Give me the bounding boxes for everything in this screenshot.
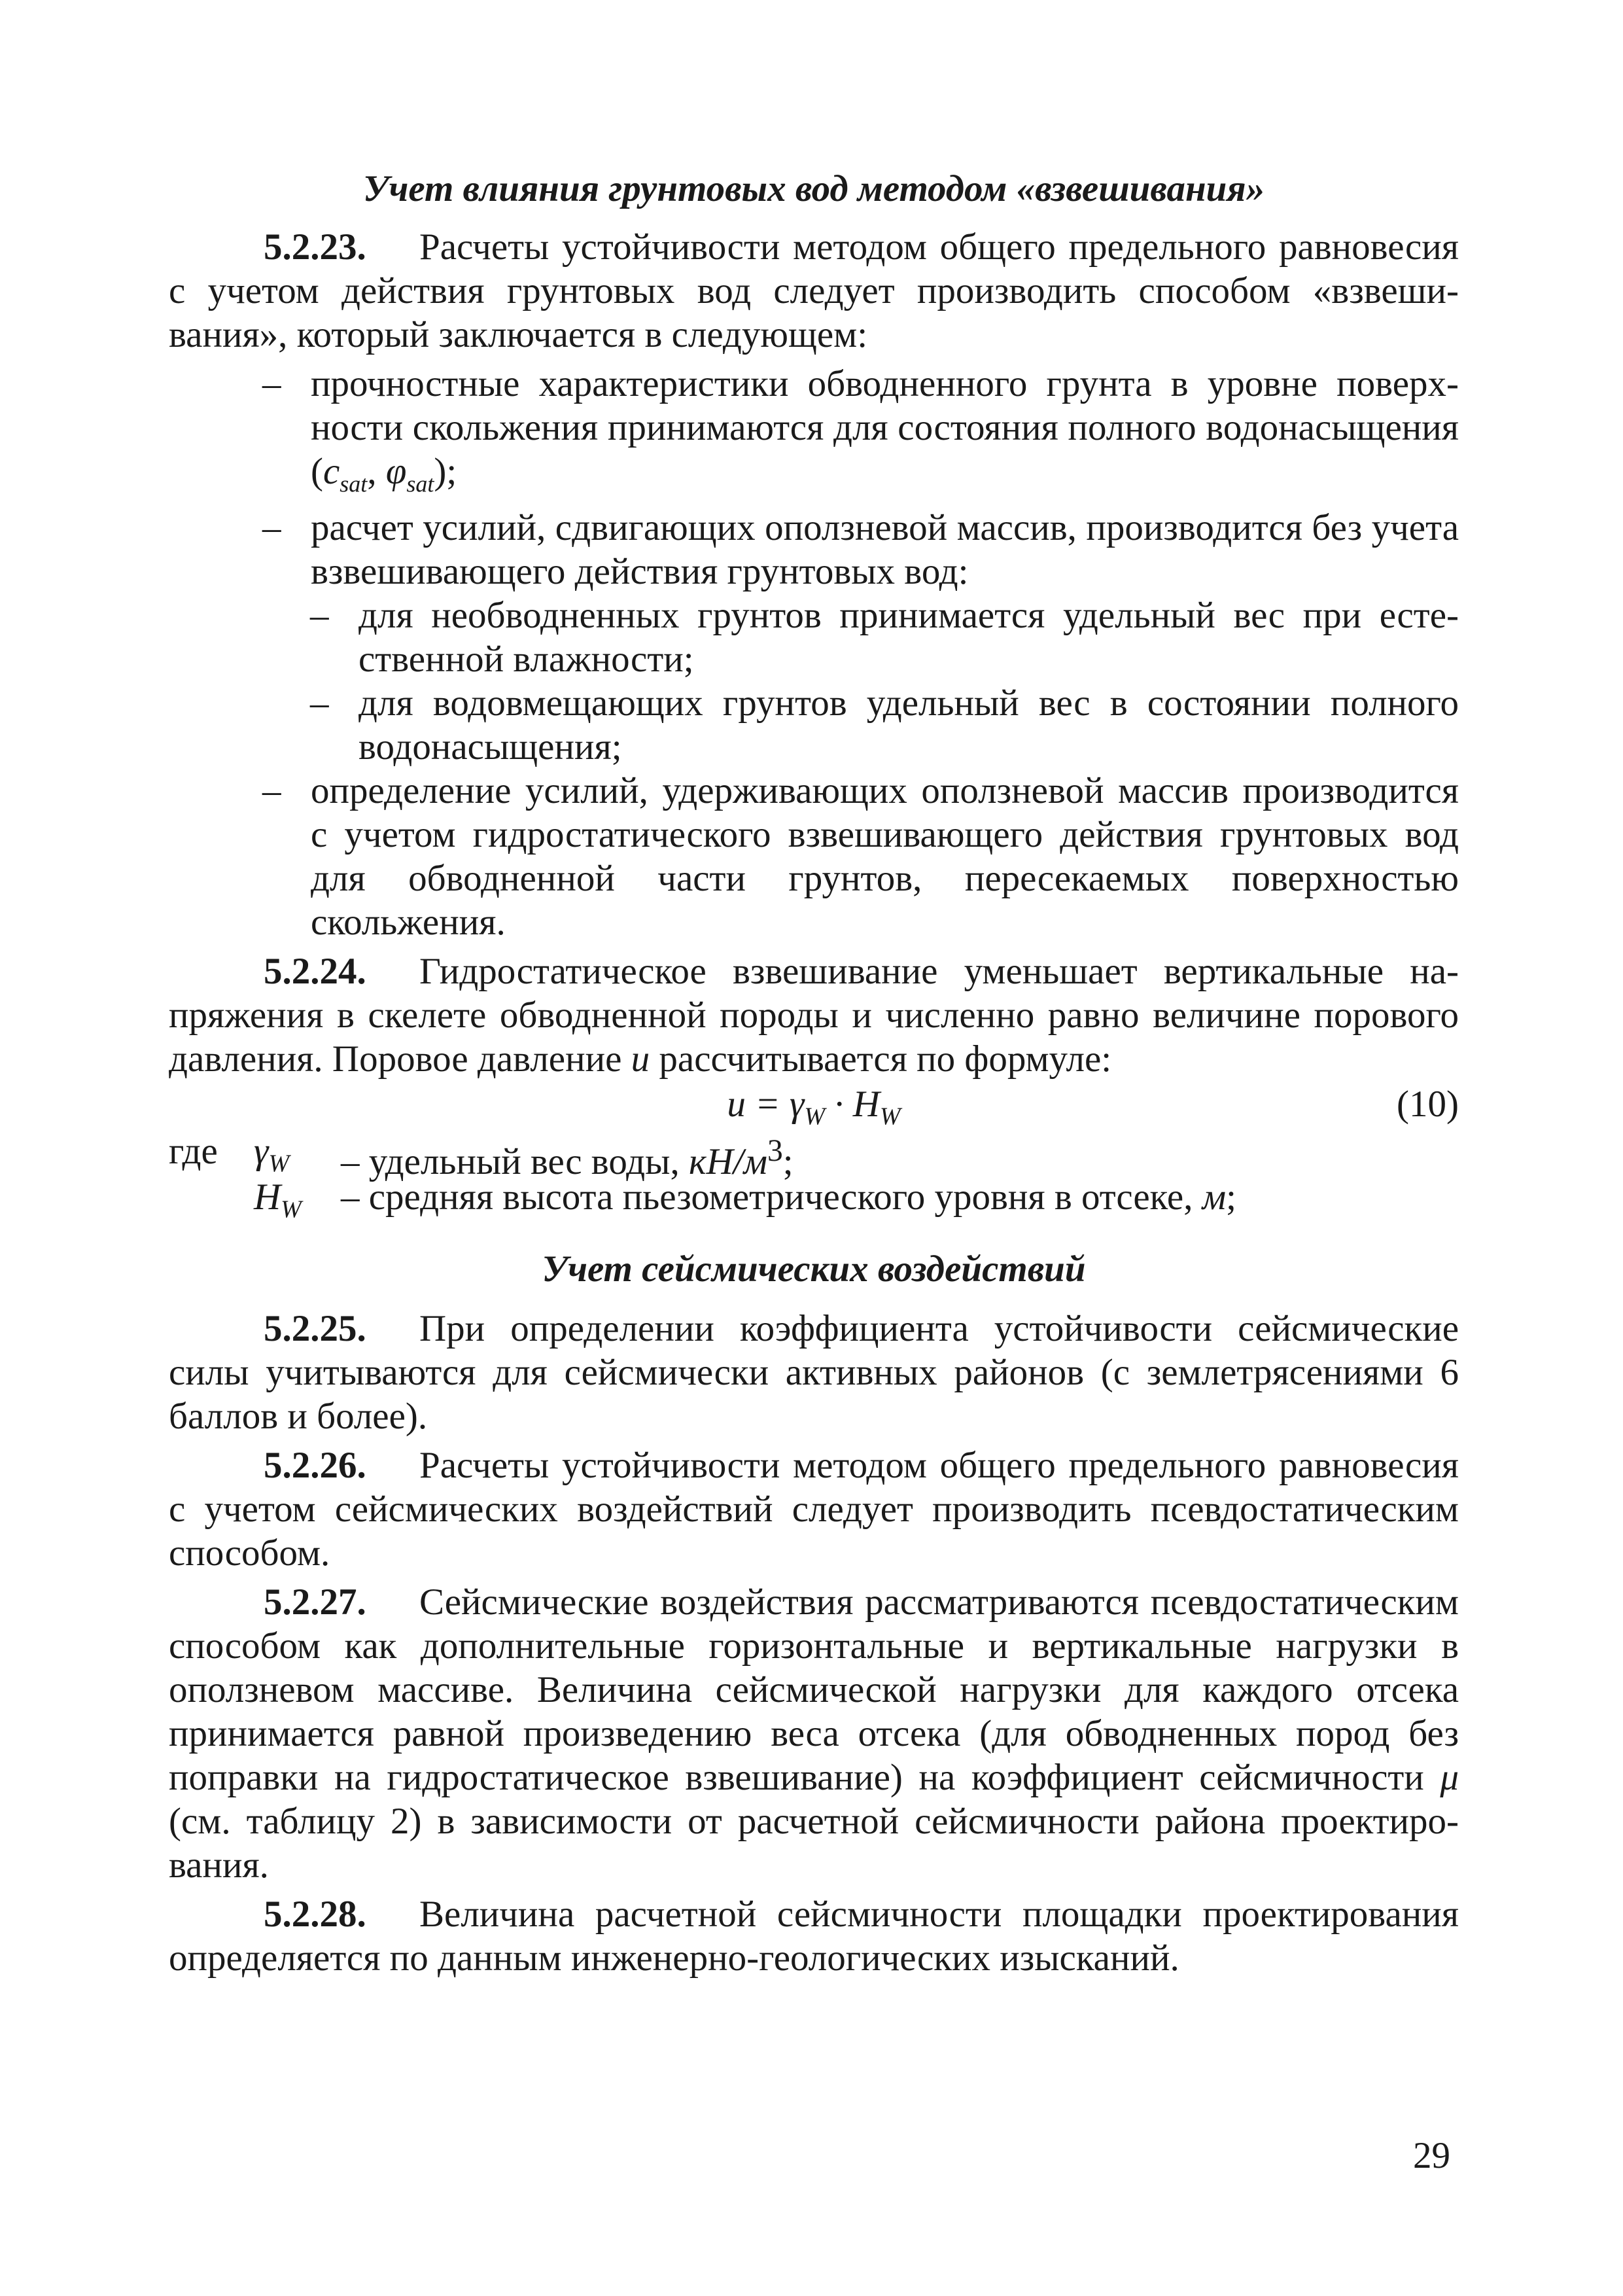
paragraph-5-2-27 [169,1580,1459,1887]
symbol-u: u [631,1038,650,1080]
paragraph-text: Расчеты устойчивости методом общего предельного равновесия с учетом сейсмических воздействий следует производить псевдостатическим способом. [169,1445,1459,1574]
clause-number: 5.2.25. [264,1308,366,1350]
formula-10 [169,1082,1459,1129]
paragraph-text: Гидростатическое взвешивание уменьшает вертикальные напряжения в скелете обводненной породы и численно равно величине порового давления. Поровое давление [169,951,1459,1080]
paragraph-5-2-23 [169,225,1459,357]
paragraph-5-2-25 [169,1307,1459,1438]
equals-sign: = [745,1084,790,1125]
list-item-text: расчет усилий, сдвигающих оползневой массив, производится без учета взвешивающего действия грунтовых вод: [311,507,1459,593]
h-description [341,1175,1236,1219]
where-h [169,1175,1459,1224]
sub-list-item [169,681,1459,769]
multiply-dot: · [825,1084,853,1125]
description-text: – средняя высота пьезометрического уровня в отсеке, [341,1176,1202,1218]
list-item [169,362,1459,506]
paragraph-5-2-28 [169,1892,1459,1980]
subscript-w: W [268,1150,290,1178]
symbol-gamma: γ [789,1084,805,1125]
description-text: – удельный вес воды, [341,1141,689,1183]
subscript-sat: sat [406,470,434,497]
dash-marker: – [310,595,329,637]
dash-marker: – [310,682,329,724]
symbol-h: H [852,1084,880,1125]
clause-number: 5.2.24. [264,951,366,993]
symbol-c: c [323,451,340,492]
page-content [169,167,1459,1985]
equation-number: (10) [1397,1084,1459,1125]
paragraph-5-2-24 [169,949,1459,1081]
unit-exponent: 3 [767,1134,783,1169]
clause-number: 5.2.23. [264,226,366,268]
symbol-h-w [254,1175,302,1231]
dash-marker: – [262,770,281,812]
list-item [169,769,1459,944]
separator: , [367,451,386,492]
clause-number: 5.2.26. [264,1445,366,1487]
symbol-u: u [727,1084,746,1125]
list-item-end: ); [434,451,457,492]
list-item-text: прочностные характеристики обводненного грунта в уровне поверхности скольжения принимаются для состояния полного водонасыщения ( [311,363,1459,492]
section-heading-groundwater: Учет влияния грунтовых вод методом «взвешивания» [362,168,1265,209]
list-item-text: для необводненных грунтов принимается удельный вес при естественной влажности; [358,595,1459,680]
subscript-w: W [281,1195,302,1224]
unit: кН/м [688,1141,768,1183]
list-item [169,506,1459,593]
paragraph-text: При определении коэффициента устойчивости сейсмические силы учитываются для сейсмически активных районов (с землетрясениями 6 баллов и более). [169,1308,1459,1438]
where-gamma [169,1129,1459,1183]
sub-list-item [169,593,1459,681]
page-number: 29 [1413,2135,1450,2176]
symbol-phi: φ [385,451,407,492]
symbol-mu: μ [1440,1757,1459,1799]
section-heading-seismic: Учет сейсмических воздействий [542,1248,1086,1290]
clause-number: 5.2.28. [264,1894,366,1935]
paragraph-text: рассчитывается по формуле: [650,1038,1112,1080]
symbol-gamma: γ [254,1131,269,1173]
list-item-text: определение усилий, удерживающих оползневой массив производится с учетом гидростатического взвешивающего действия грунтовых вод для обводненной части грунтов, пересекаемых поверхностью скольжения. [311,770,1459,944]
list-item-text: для водовмещающих грунтов удельный вес в состоянии полного водонасыщения; [358,682,1459,768]
paragraph-text: Сейсмические воздействия рассматриваются псевдостатическим способом как дополнительные горизонтальные и вертикальные нагрузки в оползневом массиве. Величина сейсмической нагрузки для каждого отсека принимается равной произведению веса отсека (для обводненных пород без поправки на гидростатическое взвешивание) на коэффициент сейсмичности [169,1581,1459,1799]
subscript-w: W [879,1103,901,1131]
unit: м [1202,1176,1227,1218]
where-label: где [169,1131,218,1173]
clause-number: 5.2.27. [264,1581,366,1623]
paragraph-text: Величина расчетной сейсмичности площадки проектирования определяется по данным инженерно-геологических изысканий. [169,1894,1459,1979]
subscript-sat: sat [340,470,368,497]
paragraph-5-2-26 [169,1443,1459,1575]
paragraph-text: (см. таблицу 2) в зависимости от расчетной сейсмичности района проектирования. [169,1801,1459,1886]
dash-marker: – [262,507,281,549]
description-end: ; [782,1141,794,1183]
paragraph-text: Расчеты устойчивости методом общего предельного равновесия с учетом действия грунтовых вод следует производить способом «взвешивания», который заключается в следующем: [169,226,1459,355]
dash-marker: – [262,363,281,404]
description-end: ; [1226,1176,1236,1218]
subscript-w: W [804,1103,825,1131]
symbol-h: H [254,1176,281,1218]
